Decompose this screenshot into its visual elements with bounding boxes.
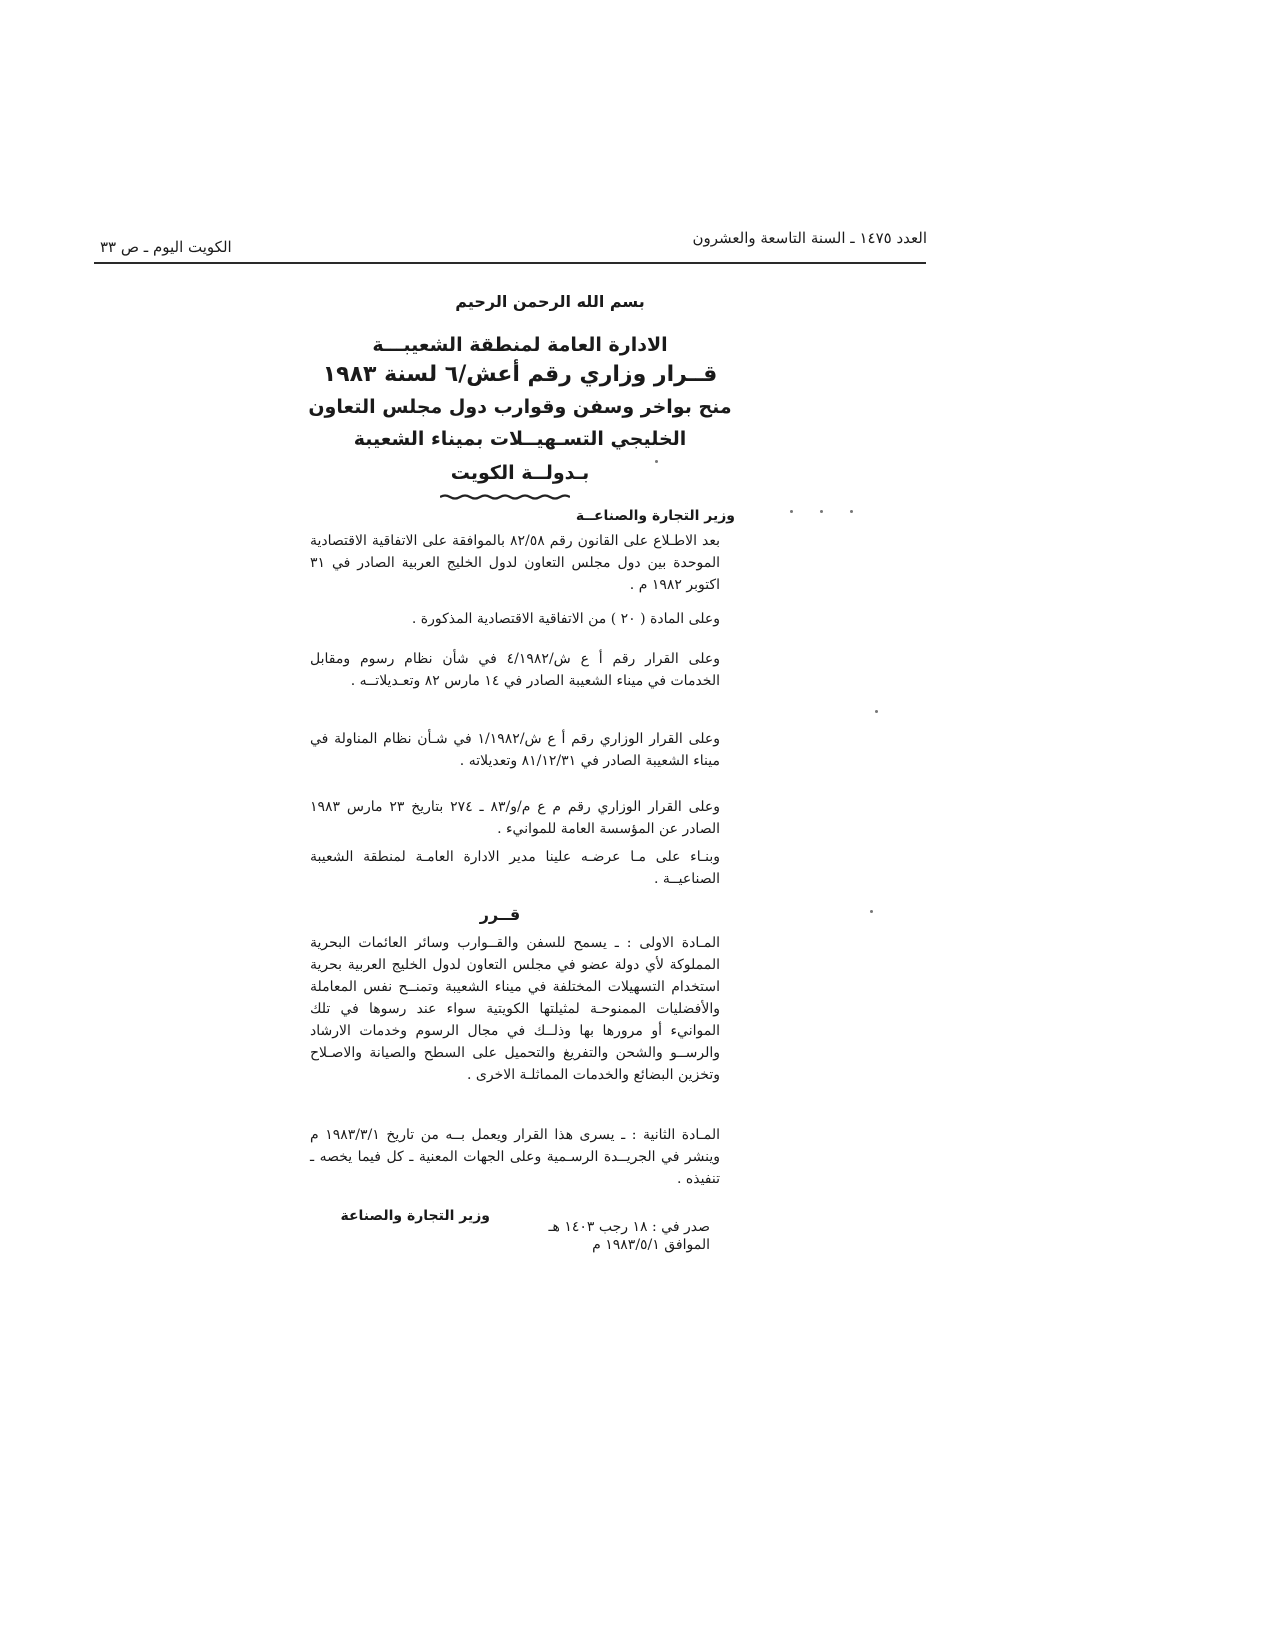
title-ornament xyxy=(440,494,570,500)
scan-speck xyxy=(870,910,873,913)
issue-date xyxy=(510,1218,710,1254)
scan-speck xyxy=(655,460,658,463)
article-2: المـادة الثانية : ـ يسرى هذا القرار ويعمل بــه من تاريخ ١٩٨٣/٣/١ م وينشر في الجريــدة الرسـمية وعلى الجهات المعنية ـ كل فيما يخصه ـ تنفيذه . xyxy=(310,1127,720,1187)
gazette-page-number: الكويت اليوم ـ ص ٣٣ xyxy=(100,238,232,256)
issue-date-gregorian: الموافق ١٩٨٣/٥/١ م xyxy=(592,1237,710,1253)
article-1: المـادة الاولى : ـ يسمح للسفن والقــوارب وسائر العائمات البحرية المملوكة لأي دولة عضو في مجلس التعاون لدول الخليج العربية بحرية استخدام التسهيلات المختلفة في ميناء الشعيبة وتمنــح نفس المعاملة والأفضليات الممنوحـة لمثيلتها الكويتية سواء عند رسوها في تلك الموانيء أو مرورها بها وذلــك في مجال الرسوم وخدمات الارشاد والرســو والشحن والتفريغ والتحميل على السطح والصيانة والاصـلاح وتخزين البضائع والخدمات المماثلـة الاخرى . xyxy=(310,935,720,1083)
basmala: بسم الله الرحمن الرحيم xyxy=(455,292,645,311)
scan-speck xyxy=(790,510,793,513)
decision-subject-line-1: منح بواخر وسفن وقوارب دول مجلس التعاون xyxy=(308,396,732,418)
preamble-paragraph: وعلى المادة ( ٢٠ ) من الاتفاقية الاقتصادية المذكورة . xyxy=(411,611,720,627)
scan-speck xyxy=(875,710,878,713)
preamble-paragraph: بعد الاطـلاع على القانون رقم ٨٢/٥٨ بالموافقة على الاتفاقية الاقتصادية الموحدة بين دول مجلس التعاون لدول الخليج العربية الصادر في ٣١ اكتوبر ١٩٨٢ م . xyxy=(310,533,720,593)
header-divider xyxy=(94,262,926,264)
preamble-paragraph: وعلى القرار رقم أ ع ش/٤/١٩٨٢ في شأن نظام رسوم ومقابل الخدمات في ميناء الشعيبة الصادر في ١٤ مارس ٨٢ وتعـديلاتــه . xyxy=(310,651,720,689)
scan-speck xyxy=(850,510,853,513)
preamble-paragraph: وعلى القرار الوزاري رقم م ع م/و/٨٣ ـ ٢٧٤ بتاريخ ٢٣ مارس ١٩٨٣ الصادر عن المؤسسة العامة للموانيء . xyxy=(310,799,720,837)
decision-heading: قــرر xyxy=(479,905,521,924)
scan-speck xyxy=(820,510,823,513)
minister-signature: وزير التجارة والصناعة xyxy=(340,1208,490,1224)
issue-date-hijri: صدر في : ١٨ رجب ١٤٠٣ هـ xyxy=(548,1219,710,1235)
issue-number: العدد ١٤٧٥ ـ السنة التاسعة والعشرون xyxy=(692,229,927,247)
issuing-authority: الادارة العامة لمنطقة الشعيبـــة xyxy=(372,334,668,356)
preamble-paragraph: وبنـاء على مـا عرضـه علينا مدير الادارة العامـة لمنطقة الشعيبة الصناعيــة . xyxy=(310,849,720,887)
decision-subject-line-3: بـدولــة الكويت xyxy=(450,462,590,484)
decision-subject-line-2: الخليجي التسـهيــلات بميناء الشعيبة xyxy=(353,428,687,450)
minister-heading: وزير التجارة والصناعــة xyxy=(575,508,735,524)
preamble-paragraph: وعلى القرار الوزاري رقم أ ع ش/١/١٩٨٢ في شـأن نظام المناولة في ميناء الشعيبة الصادر في ٨١/١٢/٣١ وتعديلاته . xyxy=(310,731,720,769)
decision-number: قــرار وزاري رقم أعش/٦ لسنة ١٩٨٣ xyxy=(322,362,718,387)
